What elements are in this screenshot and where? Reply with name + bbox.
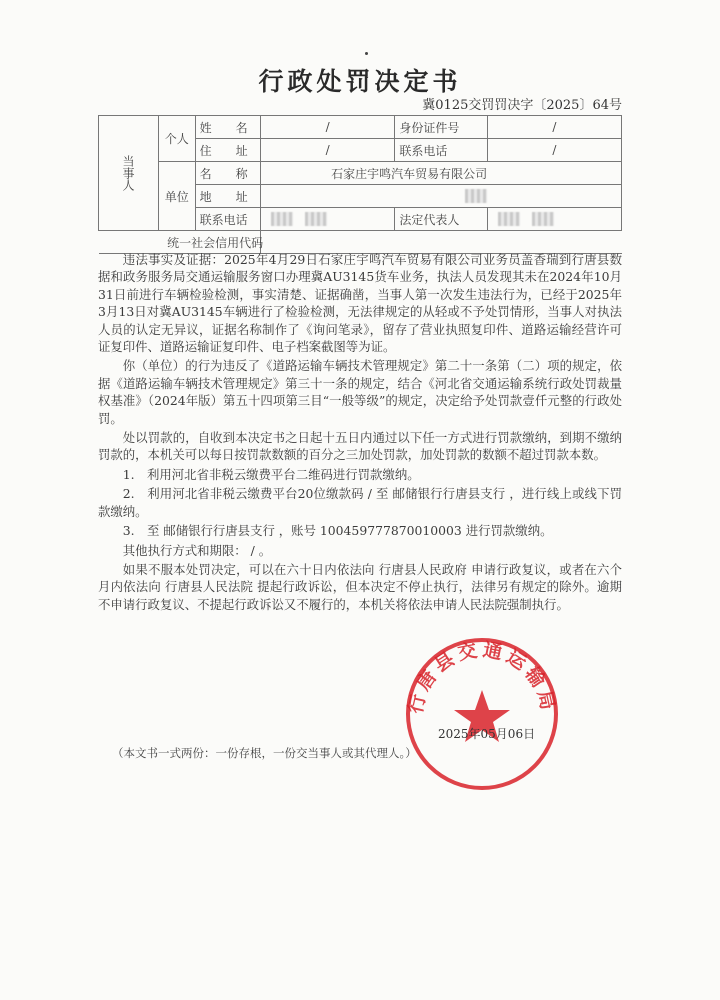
redacted-mark (465, 189, 487, 203)
payment-method-2: 2. 利用河北省非税云缴费平台20位缴款码 / 至 邮储银行行唐县支行 ，进行线上或线下罚款缴纳。 (98, 486, 622, 519)
redacted-mark (305, 212, 327, 226)
person-label: 个人 (159, 116, 196, 162)
issue-date: 2025年05月06日 (438, 727, 536, 741)
name-value: / (261, 116, 395, 139)
party-table (98, 115, 622, 254)
seal-text: 行唐县交通运输局 (404, 638, 560, 716)
party-group-label: 当事人 (99, 116, 159, 231)
violation-facts: 违法事实及证据：2025年4月29日石家庄宇鸣汽车贸易有限公司业务员盖香瑞到行唐县数据和政务服务局交通运输服务窗口办理冀AU3145货车业务，执法人员发现其未在2024年10月31日前进行车辆检验检测，事实清楚、证据确凿，当事人第一次发生违法行为，已经于2025年3月13日对冀AU3145车辆进行了检验检测，无法律规定的从轻或不予处罚情形，当事人对执法人员的认定无异议，证据名称制作了《询问笔录》，留存了营业执照复印件、道路运输经营许可证复印件、道路运输证复印件、电子档案截图等为证。 (98, 252, 622, 355)
redacted-mark (532, 212, 554, 226)
copies-note: （本文书一式两份：一份存根，一份交当事人或其代理人。） (112, 746, 417, 760)
phone-label: 联系电话 (395, 139, 487, 162)
legal-rep-label: 法定代表人 (395, 208, 487, 231)
official-seal-icon (400, 632, 564, 796)
other-methods: 其他执行方式和期限： / 。 (122, 542, 272, 558)
address-label: 住 址 (195, 139, 261, 162)
decision-body (98, 251, 622, 613)
payment-method-3: 3. 至 邮储银行行唐县支行 ，账号 100459777870010003 进行罚款缴纳。 (122, 523, 553, 539)
phone-value: / (487, 139, 621, 162)
legal-rep-value (487, 208, 621, 231)
redacted-mark (498, 212, 520, 226)
unit-name-value: 石家庄宇鸣汽车贸易有限公司 (261, 162, 622, 185)
unit-address-value (261, 185, 622, 208)
unit-phone-value (261, 208, 395, 231)
id-value: / (487, 116, 621, 139)
decorative-dot (365, 52, 368, 55)
doc-number: 冀0125交罚罚决字〔2025〕64号 (422, 98, 622, 113)
redacted-mark (271, 212, 293, 226)
appeal-rights: 如果不服本处罚决定，可以在六十日内依法向 行唐县人民政府 申请行政复议，或者在六个月内依法向 行唐县人民法院 提起行政诉讼，但本决定不停止执行，法律另有规定的除外。逾期不申请行政复议、不提起行政诉讼又不履行的，本机关将依法申请人民法院强制执行。 (98, 561, 622, 612)
unit-label: 单位 (159, 162, 196, 231)
id-label: 身份证件号 (395, 116, 487, 139)
unit-address-label: 地 址 (195, 185, 261, 208)
address-value: / (261, 139, 395, 162)
doc-title: 行政处罚决定书 (258, 67, 462, 96)
violation-basis: 你（单位）的行为违反了《道路运输车辆技术管理规定》第二十一条第（二）项的规定，依据《道路运输车辆技术管理规定》第三十一条的规定，结合《河北省交通运输系统行政处罚裁量权基准》（2024年版）第五十四项第三目“一般等级”的规定，决定给予处罚款壹仟元整的行政处罚。 (98, 358, 622, 426)
name-label: 姓 名 (195, 116, 261, 139)
unit-name-label: 名 称 (195, 162, 261, 185)
payment-instructions: 处以罚款的，自收到本决定书之日起十五日内通过以下任一方式进行罚款缴纳，到期不缴纳罚款的，本机关可以每日按罚款数额的百分之三加处罚款，加处罚款的数额不超过罚款本数。 (98, 430, 622, 463)
unit-phone-label: 联系电话 (195, 208, 261, 231)
credit-code-label: 统一社会信用代码 (167, 235, 264, 250)
payment-method-1: 1. 利用河北省非税云缴费平台二维码进行罚款缴纳。 (122, 466, 420, 482)
